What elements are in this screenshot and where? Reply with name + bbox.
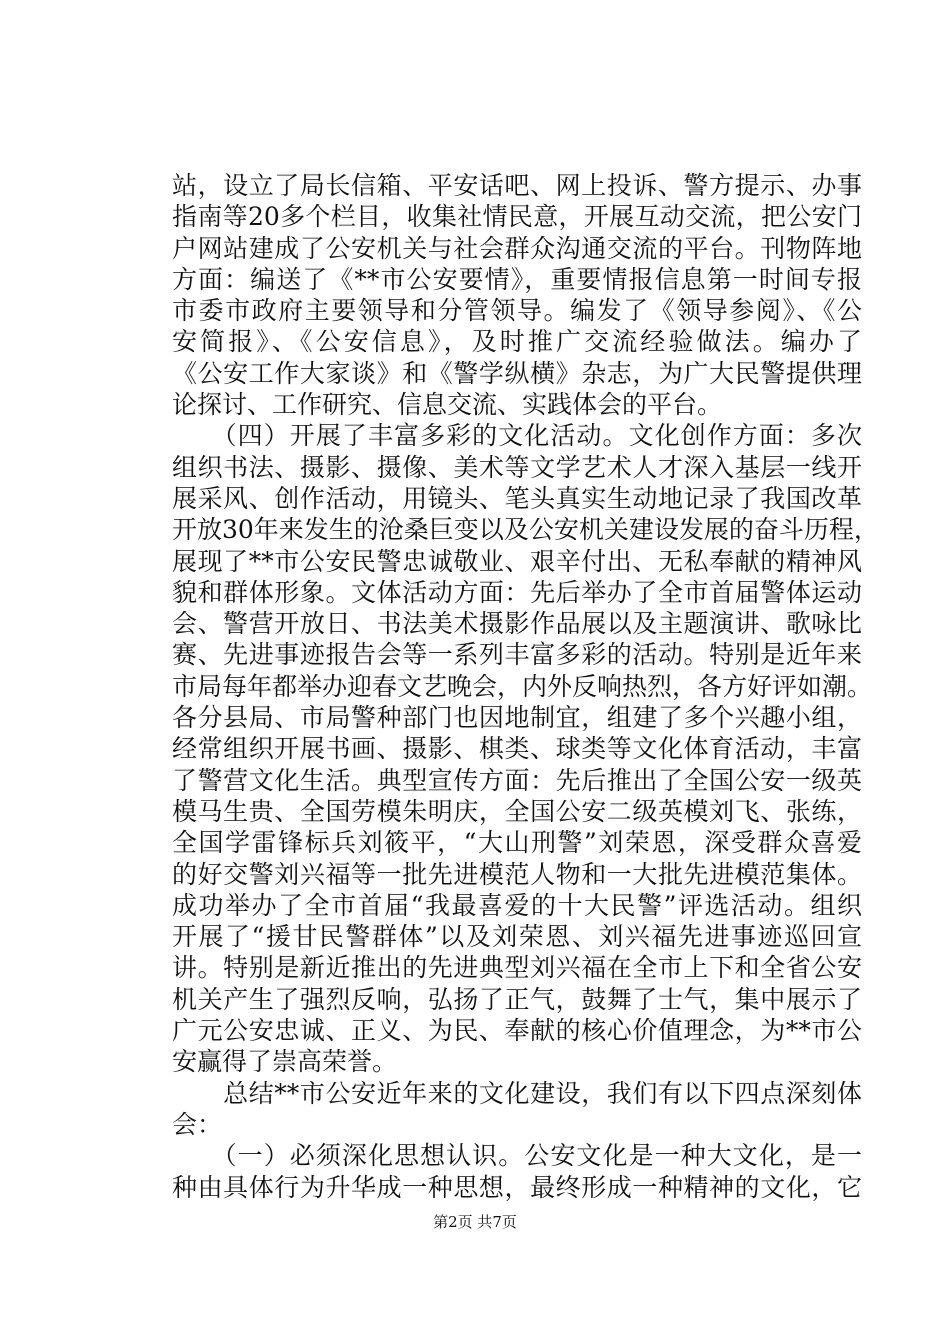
text-line: 了警营文化生活。典型宣传方面：先后推出了全国公安一级英	[172, 765, 862, 795]
text-line: 全国学雷锋标兵刘筱平，“大山刑警”刘荣恩，深受群众喜爱	[172, 828, 862, 858]
text-line: 组织书法、摄影、摄像、美术等文学艺术人才深入基层一线开	[172, 452, 862, 482]
text-line: 市局每年都举办迎春文艺晚会，内外反响热烈，各方好评如潮。	[172, 671, 873, 701]
text-line: 种由具体行为升华成一种思想，最终形成一种精神的文化，它	[172, 1172, 862, 1202]
text-line: 方面：编送了《**市公安要情》，重要情报信息第一时间专报	[172, 264, 862, 294]
text-line: 市委市政府主要领导和分管领导。编发了《领导参阅》、《公	[172, 296, 862, 326]
page-footer: 第2页 共7页	[433, 1213, 517, 1231]
text-line: 广元公安忠诚、正义、为民、奉献的核心价值理念，为**市公	[172, 1016, 862, 1046]
text-line: 开放30年来发生的沧桑巨变以及公安机关建设发展的奋斗历程，	[172, 515, 879, 545]
text-line: 模马生贵、全国劳模朱明庆，全国公安二级英模刘飞、张练，	[172, 796, 862, 826]
text-line: （四）开展了丰富多彩的文化活动。文化创作方面：多次	[172, 421, 862, 451]
text-line: 站，设立了局长信箱、平安话吧、网上投诉、警方提示、办事	[172, 171, 862, 200]
text-line: （一）必须深化思想认识。公安文化是一种大文化，是一	[172, 1141, 862, 1171]
text-line: 开展了“援甘民警群体”以及刘荣恩、刘兴福先进事迹巡回宣	[172, 922, 862, 952]
text-line: 安赢得了崇高荣誉。	[172, 1047, 398, 1077]
text-line: 赛、先进事迹报告会等一系列丰富多彩的活动。特别是近年来	[172, 640, 862, 670]
text-line: 展现了**市公安民警忠诚敬业、艰辛付出、无私奉献的精神风	[172, 546, 862, 576]
text-line: 貌和群体形象。文体活动方面：先后举办了全市首届警体运动	[172, 577, 862, 607]
text-line: 展采风、创作活动，用镜头、笔头真实生动地记录了我国改革	[172, 483, 862, 513]
document-body	[172, 170, 879, 1203]
text-line: 指南等20多个栏目，收集社情民意，开展互动交流，把公安门	[172, 202, 862, 232]
text-line: 《公安工作大家谈》和《警学纵横》杂志，为广大民警提供理	[172, 358, 862, 388]
text-line: 会、警营开放日、书法美术摄影作品展以及主题演讲、歌咏比	[172, 609, 862, 639]
text-line: 成功举办了全市首届“我最喜爱的十大民警”评选活动。组织	[172, 890, 862, 920]
text-line: 安简报》、《公安信息》，及时推广交流经验做法。编办了	[172, 327, 862, 357]
text-line: 总结**市公安近年来的文化建设，我们有以下四点深刻体	[172, 1078, 862, 1108]
text-line: 会：	[172, 1109, 223, 1139]
text-line: 机关产生了强烈反响，弘扬了正气，鼓舞了士气，集中展示了	[172, 984, 862, 1014]
text-line: 讲。特别是新近推出的先进典型刘兴福在全市上下和全省公安	[172, 953, 862, 983]
text-line: 论探讨、工作研究、信息交流、实践体会的平台。	[172, 390, 723, 420]
text-line: 户网站建成了公安机关与社会群众沟通交流的平台。刊物阵地	[172, 233, 862, 263]
text-line: 经常组织开展书画、摄影、棋类、球类等文化体育活动，丰富	[172, 734, 862, 764]
text-line: 各分县局、市局警种部门也因地制宜，组建了多个兴趣小组，	[172, 703, 862, 733]
text-line: 的好交警刘兴福等一批先进模范人物和一大批先进模范集体。	[172, 859, 862, 889]
